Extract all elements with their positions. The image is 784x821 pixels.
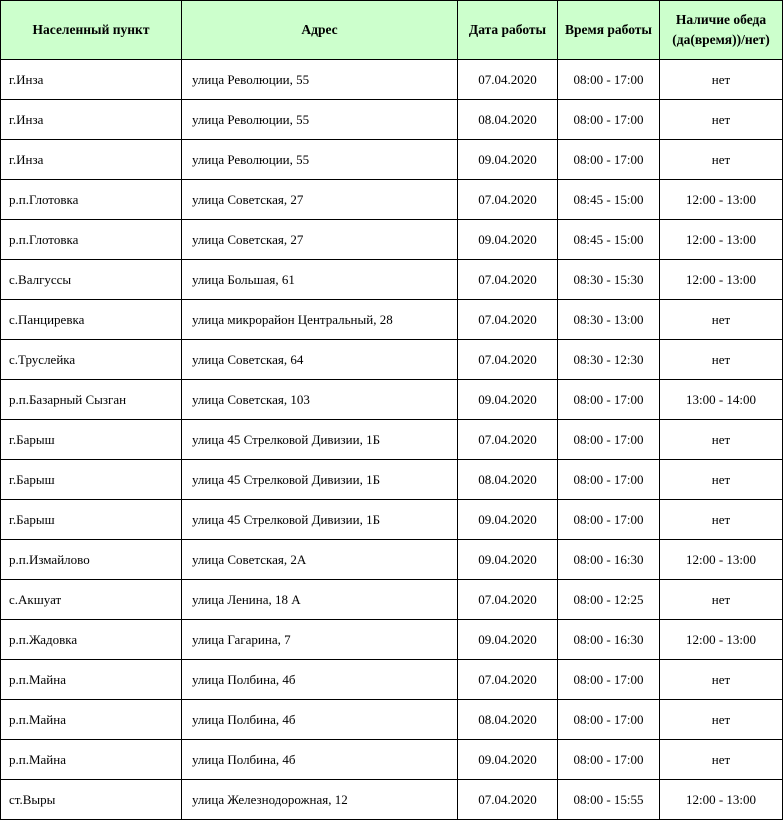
cell-locality: р.п.Жадовка [1,620,182,660]
cell-work-hours: 08:00 - 16:30 [558,540,660,580]
cell-lunch-break: 12:00 - 13:00 [660,260,783,300]
cell-address: улица 45 Стрелковой Дивизии, 1Б [182,500,458,540]
cell-lunch-break: нет [660,740,783,780]
cell-work-date: 07.04.2020 [458,180,558,220]
cell-lunch-break: нет [660,580,783,620]
cell-address: улица Железнодорожная, 12 [182,780,458,820]
cell-lunch-break: нет [660,300,783,340]
cell-address: улица Советская, 103 [182,380,458,420]
cell-locality: г.Барыш [1,500,182,540]
cell-work-date: 09.04.2020 [458,140,558,180]
header-work-date: Дата работы [458,1,558,60]
cell-lunch-break: нет [660,420,783,460]
table-row [1,180,783,220]
cell-address: улица 45 Стрелковой Дивизии, 1Б [182,420,458,460]
cell-work-hours: 08:45 - 15:00 [558,220,660,260]
header-work-hours: Время работы [558,1,660,60]
cell-address: улица Советская, 27 [182,220,458,260]
cell-lunch-break: 12:00 - 13:00 [660,220,783,260]
cell-work-hours: 08:00 - 17:00 [558,140,660,180]
cell-lunch-break: нет [660,100,783,140]
table-row [1,340,783,380]
cell-work-date: 08.04.2020 [458,460,558,500]
table-row [1,260,783,300]
table-row [1,60,783,100]
cell-work-hours: 08:00 - 17:00 [558,420,660,460]
cell-locality: р.п.Майна [1,740,182,780]
cell-work-date: 07.04.2020 [458,660,558,700]
table-row [1,140,783,180]
cell-work-hours: 08:00 - 16:30 [558,620,660,660]
cell-work-date: 08.04.2020 [458,100,558,140]
cell-work-date: 07.04.2020 [458,780,558,820]
table-body [1,60,783,820]
cell-work-hours: 08:00 - 17:00 [558,60,660,100]
cell-work-hours: 08:00 - 17:00 [558,460,660,500]
table-row [1,500,783,540]
cell-locality: г.Барыш [1,420,182,460]
table-row [1,660,783,700]
cell-work-date: 07.04.2020 [458,60,558,100]
table-row [1,460,783,500]
cell-lunch-break: 13:00 - 14:00 [660,380,783,420]
cell-work-date: 07.04.2020 [458,420,558,460]
table-row [1,100,783,140]
cell-address: улица Большая, 61 [182,260,458,300]
cell-locality: р.п.Глотовка [1,220,182,260]
table-row [1,580,783,620]
table-row [1,300,783,340]
cell-work-date: 07.04.2020 [458,300,558,340]
cell-address: улица Революции, 55 [182,60,458,100]
cell-work-hours: 08:00 - 17:00 [558,500,660,540]
cell-address: улица Советская, 27 [182,180,458,220]
cell-address: улица Полбина, 4б [182,700,458,740]
header-lunch-break: Наличие обеда (да(время))/нет) [660,1,783,60]
cell-work-hours: 08:00 - 15:55 [558,780,660,820]
cell-lunch-break: нет [660,60,783,100]
cell-work-hours: 08:00 - 17:00 [558,100,660,140]
cell-locality: ст.Выры [1,780,182,820]
cell-work-hours: 08:00 - 17:00 [558,380,660,420]
cell-lunch-break: нет [660,460,783,500]
cell-locality: р.п.Майна [1,660,182,700]
cell-work-date: 09.04.2020 [458,740,558,780]
table-row [1,700,783,740]
cell-locality: с.Валгуссы [1,260,182,300]
cell-address: улица Полбина, 4б [182,740,458,780]
cell-lunch-break: нет [660,340,783,380]
cell-lunch-break: 12:00 - 13:00 [660,540,783,580]
cell-work-hours: 08:00 - 17:00 [558,740,660,780]
cell-locality: г.Инза [1,100,182,140]
cell-work-hours: 08:00 - 12:25 [558,580,660,620]
cell-address: улица 45 Стрелковой Дивизии, 1Б [182,460,458,500]
cell-lunch-break: нет [660,660,783,700]
cell-address: улица микрорайон Центральный, 28 [182,300,458,340]
cell-locality: с.Акшуат [1,580,182,620]
header-row [1,1,783,60]
cell-work-hours: 08:00 - 17:00 [558,660,660,700]
table-row [1,380,783,420]
cell-lunch-break: 12:00 - 13:00 [660,180,783,220]
cell-work-date: 09.04.2020 [458,500,558,540]
cell-lunch-break: нет [660,500,783,540]
cell-work-hours: 08:30 - 13:00 [558,300,660,340]
header-locality: Населенный пункт [1,1,182,60]
cell-work-date: 09.04.2020 [458,380,558,420]
cell-work-date: 08.04.2020 [458,700,558,740]
cell-lunch-break: нет [660,140,783,180]
table-row [1,740,783,780]
cell-locality: г.Барыш [1,460,182,500]
cell-address: улица Полбина, 4б [182,660,458,700]
cell-address: улица Ленина, 18 А [182,580,458,620]
cell-work-date: 07.04.2020 [458,340,558,380]
cell-work-hours: 08:45 - 15:00 [558,180,660,220]
table-row [1,220,783,260]
cell-locality: р.п.Глотовка [1,180,182,220]
cell-work-date: 09.04.2020 [458,220,558,260]
cell-locality: р.п.Измайлово [1,540,182,580]
table-row [1,420,783,460]
cell-lunch-break: 12:00 - 13:00 [660,620,783,660]
cell-locality: р.п.Базарный Сызган [1,380,182,420]
cell-lunch-break: нет [660,700,783,740]
table-row [1,620,783,660]
cell-work-hours: 08:00 - 17:00 [558,700,660,740]
cell-locality: г.Инза [1,60,182,100]
cell-locality: с.Панциревка [1,300,182,340]
cell-address: улица Революции, 55 [182,140,458,180]
cell-work-hours: 08:30 - 15:30 [558,260,660,300]
cell-locality: р.п.Майна [1,700,182,740]
cell-address: улица Советская, 2А [182,540,458,580]
table-row [1,540,783,580]
cell-lunch-break: 12:00 - 13:00 [660,780,783,820]
cell-work-date: 09.04.2020 [458,620,558,660]
cell-work-date: 09.04.2020 [458,540,558,580]
cell-address: улица Советская, 64 [182,340,458,380]
cell-address: улица Гагарина, 7 [182,620,458,660]
header-address: Адрес [182,1,458,60]
cell-locality: с.Труслейка [1,340,182,380]
table-row [1,780,783,820]
cell-work-date: 07.04.2020 [458,580,558,620]
cell-work-date: 07.04.2020 [458,260,558,300]
cell-work-hours: 08:30 - 12:30 [558,340,660,380]
cell-locality: г.Инза [1,140,182,180]
cell-address: улица Революции, 55 [182,100,458,140]
